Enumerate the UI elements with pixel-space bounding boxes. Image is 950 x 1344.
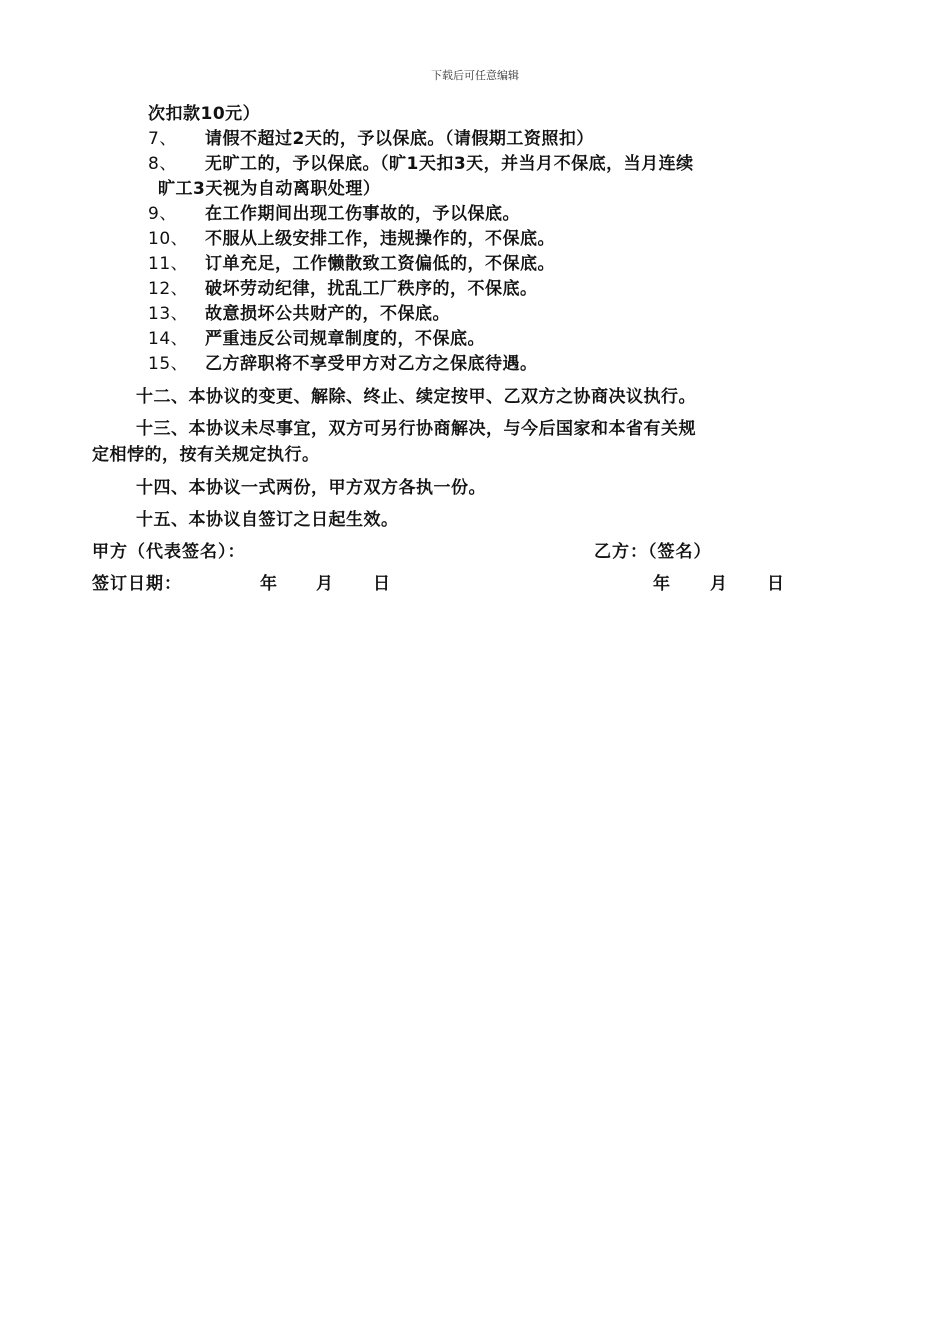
item-13 [148,299,450,324]
party-b-signature-label: 乙方：（签名） [594,542,712,562]
item-12 [148,274,538,299]
clause-13: 十三、本协议未尽事宜，双方可另行协商解决，与今后国家和本省有关规 [136,419,696,439]
item-text: 请假不超过2天的，予以保底。（请假期工资照扣） [205,129,594,149]
party-b-day-label: 日 [767,574,784,594]
item-text: 订单充足，工作懒散致工资偏低的，不保底。 [205,254,555,274]
item-text: 严重违反公司规章制度的，不保底。 [205,329,485,349]
clause-15: 十五、本协议自签订之日起生效。 [136,510,399,530]
item-7 [148,124,594,149]
item-text: 破坏劳动纪律，扰乱工厂秩序的，不保底。 [205,279,538,299]
item-number: 8、 [148,154,177,174]
item-14 [148,324,485,349]
item-number: 11、 [148,254,189,274]
item-11 [148,249,555,274]
item-8 [148,149,694,174]
item-number: 14、 [148,329,189,349]
item-text: 在工作期间出现工伤事故的，予以保底。 [205,204,520,224]
item-number: 9、 [148,204,177,224]
party-a-month-label: 月 [316,574,333,594]
item-15 [148,349,538,374]
clause-12: 十二、本协议的变更、解除、终止、续定按甲、乙双方之协商决议执行。 [136,387,696,407]
clause-14: 十四、本协议一式两份，甲方双方各执一份。 [136,478,486,498]
page-header: 下载后可任意编辑 [431,69,519,82]
item-number: 12、 [148,279,189,299]
item-8-continuation [158,174,380,199]
item-number: 15、 [148,354,189,374]
party-a-day-label: 日 [373,574,390,594]
item-text: 旷工3天视为自动离职处理） [158,179,381,199]
party-a-year-label: 年 [260,574,277,594]
party-a-signature-label: 甲方（代表签名）： [92,542,246,562]
item-9 [148,199,520,224]
clause-13-continuation: 定相悖的，按有关规定执行。 [92,445,320,465]
item-10 [148,224,555,249]
item-number: 10、 [148,229,189,249]
party-b-year-label: 年 [653,574,670,594]
item-number: 13、 [148,304,189,324]
continuation-line: 次扣款10元） [148,104,261,124]
item-text: 故意损坏公共财产的，不保底。 [205,304,450,324]
sign-date-label: 签订日期： [92,574,182,594]
item-text: 乙方辞职将不享受甲方对乙方之保底待遇。 [205,354,538,374]
item-text: 不服从上级安排工作，违规操作的，不保底。 [205,229,555,249]
item-text: 无旷工的，予以保底。（旷1天扣3天，并当月不保底，当月连续 [205,154,694,174]
item-number: 7、 [148,129,177,149]
party-b-month-label: 月 [710,574,727,594]
